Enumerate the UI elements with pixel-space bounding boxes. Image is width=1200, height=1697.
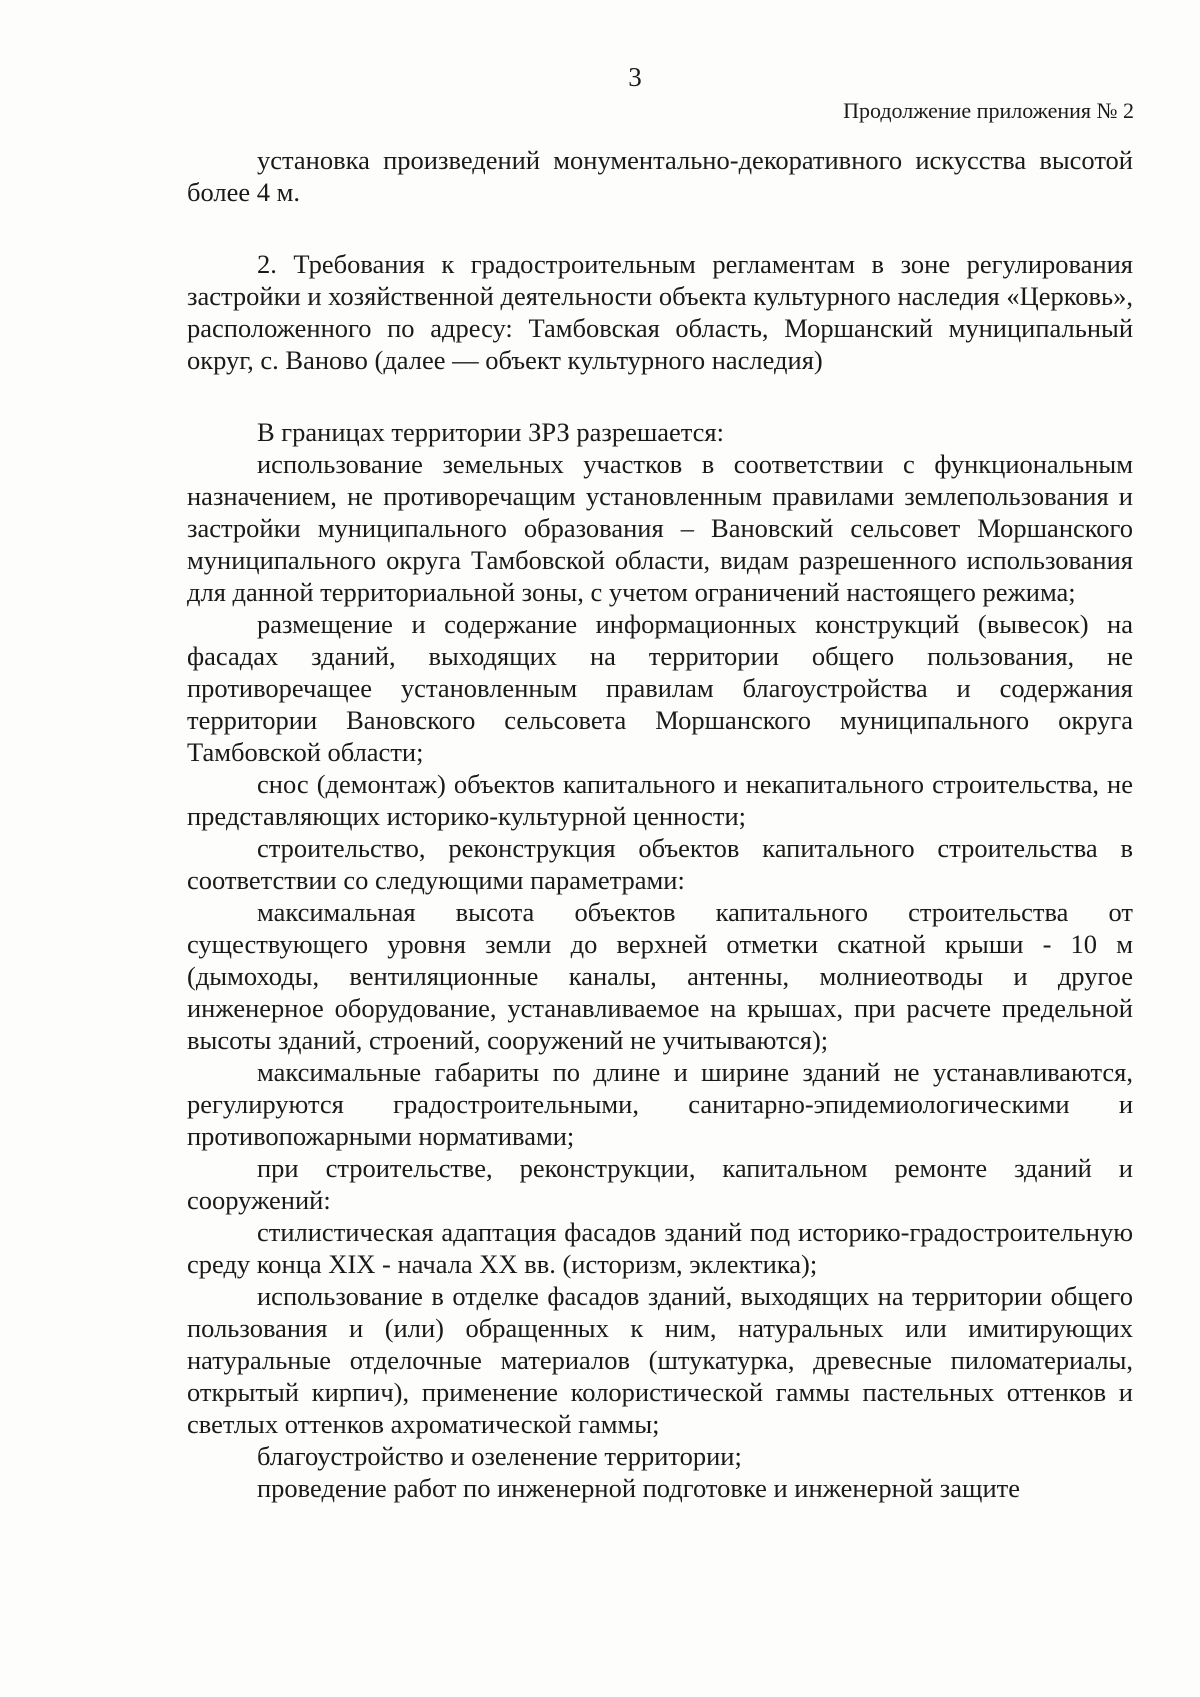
paragraph-during-construction: при строительстве, реконструкции, капитальном ремонте зданий и сооружений: xyxy=(187,1153,1133,1215)
paragraph-facade-style: стилистическая адаптация фасадов зданий под историко-градостроительную среду конца XIX - начала XX вв. (историзм, эклектика); xyxy=(187,1217,1133,1279)
paragraph-engineering-works: проведение работ по инженерной подготовке и инженерной защите xyxy=(257,1473,1020,1503)
paragraph-signage: размещение и содержание информационных конструкций (вывесок) на фасадах зданий, выходящих на территории общего пользования, не противоречащее установленным правилам благоустройства и содержания территории Вановского сельсовета Моршанского муниципального округа Тамбовской области; xyxy=(187,609,1133,767)
paragraph-monument-installation: установка произведений монументально-декоративного искусства высотой более 4 м. xyxy=(187,145,1133,207)
paragraph-landscaping: благоустройство и озеленение территории; xyxy=(257,1441,742,1471)
paragraph-max-dimensions: максимальные габариты по длине и ширине зданий не устанавливаются, регулируются градостроительными, санитарно-эпидемиологическими и противопожарными нормативами; xyxy=(187,1057,1133,1151)
paragraph-land-use: использование земельных участков в соответствии с функциональным назначением, не противоречащим установленным правилами землепользования и застройки муниципального образования – Вановский сельсовет Моршанского муниципального округа Тамбовской области, видам разрешенного использования для данной территориальной зоны, с учетом ограничений настоящего режима; xyxy=(187,449,1133,607)
page-number: 3 xyxy=(628,62,642,92)
paragraph-construction: строительство, реконструкция объектов капитального строительства в соответствии со следующими параметрами: xyxy=(187,833,1133,895)
paragraph-zrz-permitted: В границах территории ЗРЗ разрешается: xyxy=(257,417,724,447)
document-body xyxy=(187,144,1133,1504)
paragraph-demolition: снос (демонтаж) объектов капитального и некапитального строительства, не представляющих историко-культурной ценности; xyxy=(187,769,1133,831)
paragraph-facade-materials: использование в отделке фасадов зданий, выходящих на территории общего пользования и (или) обращенных к ним, натуральных или имитирующих натуральные отделочные материалов (штукатурка, древесные пиломатериалы, открытый кирпич), применение колористической гаммы пастельных оттенков и светлых оттенков ахроматической гаммы; xyxy=(187,1281,1133,1439)
appendix-continuation-note: Продолжение приложения № 2 xyxy=(843,98,1134,123)
section-heading-zrz-requirements: 2. Требования к градостроительным регламентам в зоне регулирования застройки и хозяйственной деятельности объекта культурного наследия «Церковь», расположенного по адресу: Тамбовская область, Моршанский муниципальный округ, с. Ваново (далее — объект культурного наследия) xyxy=(187,249,1133,375)
paragraph-max-height: максимальная высота объектов капитального строительства от существующего уровня земли до верхней отметки скатной крыши - 10 м (дымоходы, вентиляционные каналы, антенны, молниеотводы и другое инженерное оборудование, устанавливаемое на крышах, при расчете предельной высоты зданий, строений, сооружений не учитываются); xyxy=(187,897,1133,1055)
